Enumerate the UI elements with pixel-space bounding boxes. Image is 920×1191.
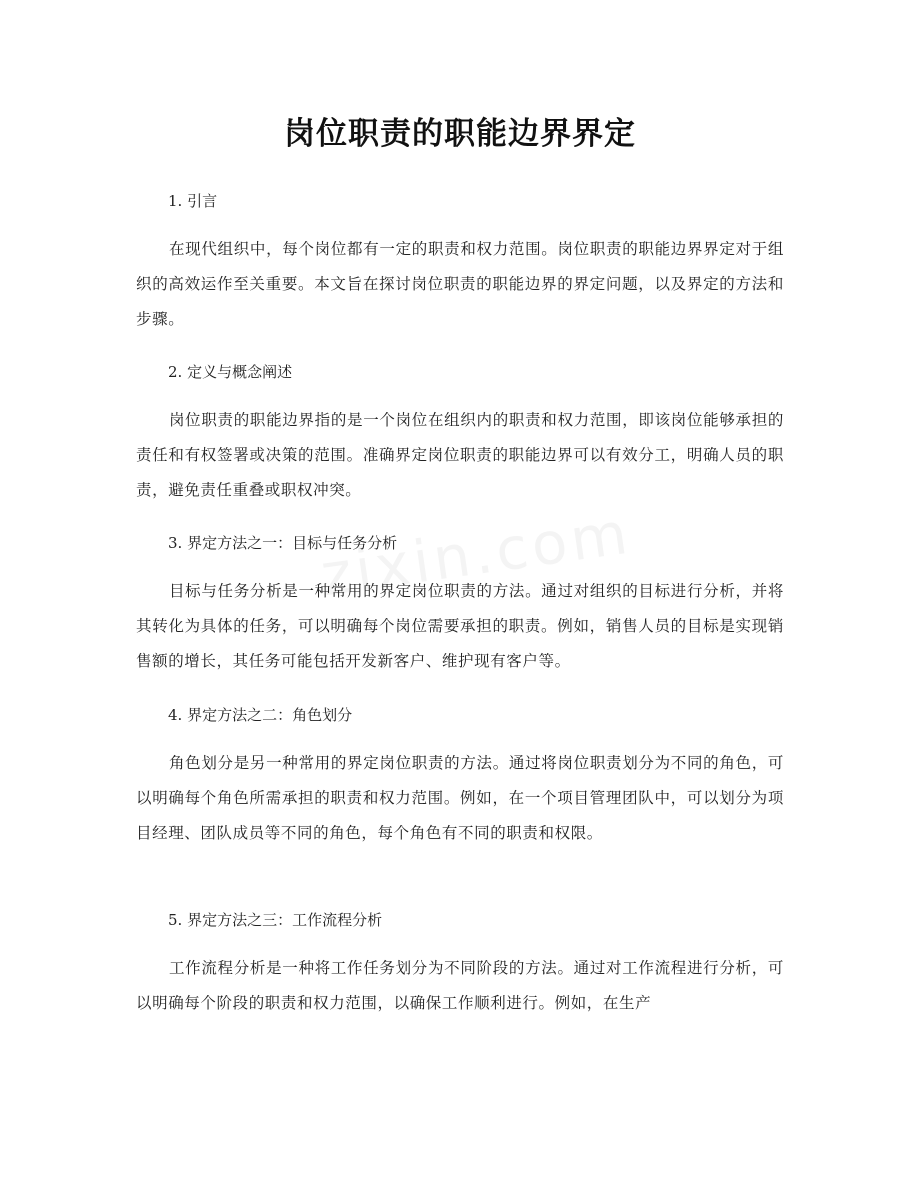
section-heading-3: 3. 界定方法之一：目标与任务分析 [168,534,398,552]
document-title: 岗位职责的职能边界界定 [284,116,636,152]
section-heading-1: 1. 引言 [168,192,218,210]
section-body-5: 工作流程分析是一种将工作任务划分为不同阶段的方法。通过对工作流程进行分析，可以明确每个阶段的职责和权力范围，以确保工作顺利进行。例如，在生产 [136,959,784,1012]
section-heading-5: 5. 界定方法之三：工作流程分析 [168,911,383,929]
section-heading-2: 2. 定义与概念阐述 [168,363,293,381]
section-body-1: 在现代组织中，每个岗位都有一定的职责和权力范围。岗位职责的职能边界界定对于组织的高效运作至关重要。本文旨在探讨岗位职责的职能边界的界定问题，以及界定的方法和步骤。 [136,240,784,328]
section-body-3: 目标与任务分析是一种常用的界定岗位职责的方法。通过对组织的目标进行分析，并将其转化为具体的任务，可以明确每个岗位需要承担的职责。例如，销售人员的目标是实现销售额的增长，其任务可能包括开发新客户、维护现有客户等。 [136,582,784,670]
section-heading-4: 4. 界定方法之二：角色划分 [168,706,353,724]
section-body-4: 角色划分是另一种常用的界定岗位职责的方法。通过将岗位职责划分为不同的角色，可以明确每个角色所需承担的职责和权力范围。例如，在一个项目管理团队中，可以划分为项目经理、团队成员等不同的角色，每个角色有不同的职责和权限。 [136,754,784,842]
section-body-2: 岗位职责的职能边界指的是一个岗位在组织内的职责和权力范围，即该岗位能够承担的责任和有权签署或决策的范围。准确界定岗位职责的职能边界可以有效分工，明确人员的职责，避免责任重叠或职权冲突。 [136,411,784,499]
